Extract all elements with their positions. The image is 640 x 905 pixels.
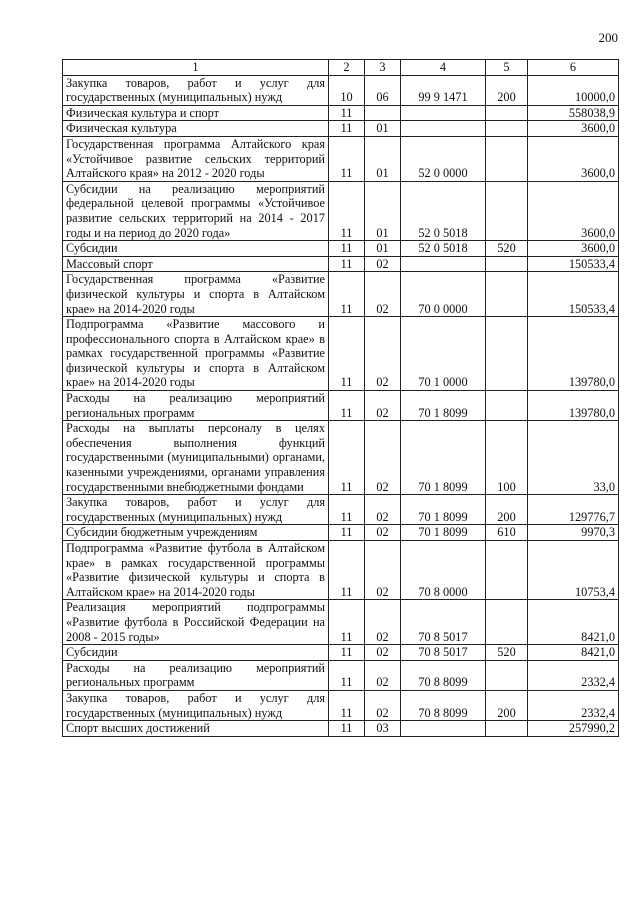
table-row	[63, 75, 619, 105]
row-target-article-cell: 70 8 0000	[401, 541, 486, 600]
table-row	[63, 391, 619, 421]
row-amount-cell: 139780,0	[528, 391, 619, 421]
row-target-article-cell: 70 1 8099	[401, 525, 486, 541]
row-section-cell: 10	[329, 75, 365, 105]
row-amount-cell: 150533,4	[528, 272, 619, 317]
row-amount-cell: 8421,0	[528, 600, 619, 645]
row-expense-type-cell: 520	[486, 645, 528, 661]
row-expense-type-cell	[486, 136, 528, 181]
row-subsection-cell: 02	[365, 272, 401, 317]
row-target-article-cell	[401, 256, 486, 272]
row-name-cell: Субсидии	[63, 241, 329, 257]
row-expense-type-cell: 610	[486, 525, 528, 541]
row-section-cell: 11	[329, 600, 365, 645]
row-section-cell: 11	[329, 272, 365, 317]
table-row	[63, 105, 619, 121]
header-cell-5: 5	[486, 60, 528, 76]
row-target-article-cell: 52 0 0000	[401, 136, 486, 181]
row-name-cell: Расходы на реализацию мероприятий региональных программ	[63, 391, 329, 421]
row-subsection-cell: 02	[365, 421, 401, 495]
table-row	[63, 256, 619, 272]
row-target-article-cell: 70 1 8099	[401, 495, 486, 525]
budget-table	[62, 59, 619, 737]
row-section-cell: 11	[329, 241, 365, 257]
table-row	[63, 317, 619, 391]
header-cell-3: 3	[365, 60, 401, 76]
table-row	[63, 660, 619, 690]
row-section-cell: 11	[329, 690, 365, 720]
row-section-cell: 11	[329, 645, 365, 661]
row-subsection-cell: 02	[365, 525, 401, 541]
row-amount-cell: 3600,0	[528, 121, 619, 137]
table-row	[63, 600, 619, 645]
row-target-article-cell: 52 0 5018	[401, 241, 486, 257]
row-name-cell: Закупка товаров, работ и услуг для государственных (муниципальных) нужд	[63, 690, 329, 720]
row-target-article-cell: 70 8 5017	[401, 600, 486, 645]
row-name-cell: Физическая культура и спорт	[63, 105, 329, 121]
row-section-cell: 11	[329, 105, 365, 121]
row-section-cell: 11	[329, 136, 365, 181]
table-row	[63, 721, 619, 737]
row-name-cell: Расходы на реализацию мероприятий региональных программ	[63, 660, 329, 690]
row-target-article-cell: 70 1 8099	[401, 391, 486, 421]
row-name-cell: Расходы на выплаты персоналу в целях обеспечения выполнения функций государственными (муниципальными) органами, казенными учреждениями, органами управления государственными внебюджетными фондами	[63, 421, 329, 495]
row-expense-type-cell	[486, 256, 528, 272]
row-name-cell: Подпрограмма «Развитие массового и профессионального спорта в Алтайском крае» в рамках государственной программы «Развитие физической культуры и спорта в Алтайском крае» на 2014-2020 годы	[63, 317, 329, 391]
row-expense-type-cell	[486, 105, 528, 121]
table-row	[63, 136, 619, 181]
table-body	[63, 60, 619, 737]
header-cell-4: 4	[401, 60, 486, 76]
row-amount-cell: 9970,3	[528, 525, 619, 541]
row-amount-cell: 3600,0	[528, 241, 619, 257]
row-section-cell: 11	[329, 421, 365, 495]
row-subsection-cell: 01	[365, 181, 401, 240]
row-name-cell: Массовый спорт	[63, 256, 329, 272]
table-row	[63, 272, 619, 317]
table-row	[63, 690, 619, 720]
row-name-cell: Реализация мероприятий подпрограммы «Развитие футбола в Российской Федерации на 2008 - 2015 годы»	[63, 600, 329, 645]
table-row	[63, 541, 619, 600]
row-target-article-cell: 52 0 5018	[401, 181, 486, 240]
row-name-cell: Субсидии бюджетным учреждениям	[63, 525, 329, 541]
row-expense-type-cell	[486, 600, 528, 645]
row-amount-cell: 10753,4	[528, 541, 619, 600]
row-subsection-cell: 02	[365, 645, 401, 661]
row-subsection-cell: 01	[365, 121, 401, 137]
row-section-cell: 11	[329, 256, 365, 272]
row-name-cell: Государственная программа «Развитие физической культуры и спорта в Алтайском крае» на 2014-2020 годы	[63, 272, 329, 317]
row-section-cell: 11	[329, 391, 365, 421]
table-row	[63, 525, 619, 541]
row-target-article-cell: 70 8 8099	[401, 690, 486, 720]
table-row	[63, 241, 619, 257]
row-target-article-cell: 70 8 8099	[401, 660, 486, 690]
table-row	[63, 495, 619, 525]
row-subsection-cell: 02	[365, 690, 401, 720]
table-row	[63, 421, 619, 495]
row-expense-type-cell	[486, 181, 528, 240]
row-expense-type-cell	[486, 121, 528, 137]
row-subsection-cell: 02	[365, 256, 401, 272]
row-expense-type-cell: 200	[486, 495, 528, 525]
row-target-article-cell	[401, 105, 486, 121]
row-section-cell: 11	[329, 317, 365, 391]
row-amount-cell: 2332,4	[528, 660, 619, 690]
row-amount-cell: 558038,9	[528, 105, 619, 121]
table-row	[63, 181, 619, 240]
row-section-cell: 11	[329, 495, 365, 525]
row-target-article-cell: 70 8 5017	[401, 645, 486, 661]
row-expense-type-cell	[486, 391, 528, 421]
row-amount-cell: 129776,7	[528, 495, 619, 525]
row-expense-type-cell: 100	[486, 421, 528, 495]
row-expense-type-cell: 200	[486, 75, 528, 105]
page-number: 200	[598, 30, 618, 45]
row-subsection-cell: 02	[365, 391, 401, 421]
row-name-cell: Подпрограмма «Развитие футбола в Алтайском крае» в рамках государственной программы «Развитие физической культуры и спорта в Алтайском крае» на 2014-2020 годы	[63, 541, 329, 600]
row-name-cell: Субсидии	[63, 645, 329, 661]
row-amount-cell: 33,0	[528, 421, 619, 495]
row-subsection-cell	[365, 105, 401, 121]
row-name-cell: Закупка товаров, работ и услуг для государственных (муниципальных) нужд	[63, 75, 329, 105]
table-header-row	[63, 60, 619, 76]
row-amount-cell: 150533,4	[528, 256, 619, 272]
row-subsection-cell: 06	[365, 75, 401, 105]
row-section-cell: 11	[329, 721, 365, 737]
table-row	[63, 121, 619, 137]
row-name-cell: Физическая культура	[63, 121, 329, 137]
row-subsection-cell: 02	[365, 600, 401, 645]
row-amount-cell: 139780,0	[528, 317, 619, 391]
row-expense-type-cell	[486, 721, 528, 737]
row-target-article-cell	[401, 121, 486, 137]
row-section-cell: 11	[329, 121, 365, 137]
row-target-article-cell: 70 0 0000	[401, 272, 486, 317]
row-amount-cell: 10000,0	[528, 75, 619, 105]
row-subsection-cell: 02	[365, 660, 401, 690]
row-expense-type-cell: 200	[486, 690, 528, 720]
row-amount-cell: 8421,0	[528, 645, 619, 661]
row-expense-type-cell	[486, 541, 528, 600]
row-subsection-cell: 01	[365, 136, 401, 181]
row-name-cell: Государственная программа Алтайского края «Устойчивое развитие сельских территорий Алтайского края» на 2012 - 2020 годы	[63, 136, 329, 181]
row-section-cell: 11	[329, 525, 365, 541]
header-cell-1: 1	[63, 60, 329, 76]
row-target-article-cell: 99 9 1471	[401, 75, 486, 105]
row-target-article-cell: 70 1 8099	[401, 421, 486, 495]
header-cell-6: 6	[528, 60, 619, 76]
row-section-cell: 11	[329, 541, 365, 600]
row-amount-cell: 3600,0	[528, 181, 619, 240]
row-name-cell: Спорт высших достижений	[63, 721, 329, 737]
row-expense-type-cell	[486, 317, 528, 391]
row-subsection-cell: 03	[365, 721, 401, 737]
row-amount-cell: 257990,2	[528, 721, 619, 737]
row-expense-type-cell	[486, 272, 528, 317]
row-amount-cell: 3600,0	[528, 136, 619, 181]
row-section-cell: 11	[329, 181, 365, 240]
row-subsection-cell: 02	[365, 317, 401, 391]
row-section-cell: 11	[329, 660, 365, 690]
row-amount-cell: 2332,4	[528, 690, 619, 720]
table-row	[63, 645, 619, 661]
row-target-article-cell: 70 1 0000	[401, 317, 486, 391]
row-subsection-cell: 02	[365, 495, 401, 525]
row-expense-type-cell	[486, 660, 528, 690]
row-name-cell: Закупка товаров, работ и услуг для государственных (муниципальных) нужд	[63, 495, 329, 525]
row-name-cell: Субсидии на реализацию мероприятий федеральной целевой программы «Устойчивое развитие сельских территорий на 2014 - 2017 годы и на период до 2020 года»	[63, 181, 329, 240]
row-expense-type-cell: 520	[486, 241, 528, 257]
row-target-article-cell	[401, 721, 486, 737]
header-cell-2: 2	[329, 60, 365, 76]
row-subsection-cell: 01	[365, 241, 401, 257]
row-subsection-cell: 02	[365, 541, 401, 600]
